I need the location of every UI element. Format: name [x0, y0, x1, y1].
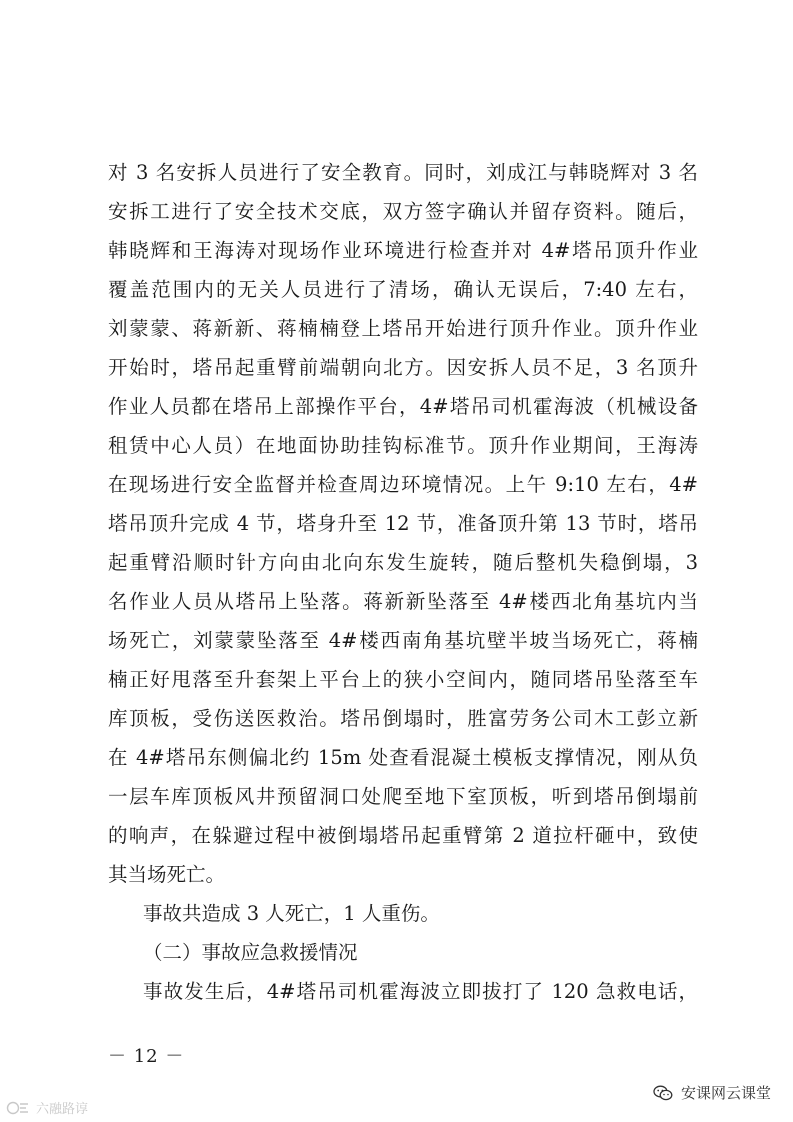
paragraph-line: 一层车库顶板风井预留洞口处爬至地下室顶板，听到塔吊倒塌前 [108, 785, 698, 808]
paragraph-line: 对 3 名安拆人员进行了安全教育。同时，刘成江与韩晓辉对 3 名 [108, 161, 698, 184]
paragraph-line: 场死亡，刘蒙蒙坠落至 4#楼西南角基坑壁半坡当场死亡，蒋楠 [108, 629, 698, 652]
paragraph-line: 租赁中心人员）在地面协助挂钩标准节。顶升作业期间，王海涛 [108, 434, 698, 457]
paragraph-line: 覆盖范围内的无关人员进行了清场，确认无误后，7:40 左右， [108, 278, 698, 301]
watermark-right-text: 安课网云课堂 [680, 1084, 771, 1102]
paragraph-line: 起重臂沿顺时针方向由北向东发生旋转，随后整机失稳倒塌，3 [108, 551, 698, 574]
paragraph-line: 名作业人员从塔吊上坠落。蒋新新坠落至 4#楼西北角基坑内当 [108, 590, 698, 613]
paragraph-line: 安拆工进行了安全技术交底，双方签字确认并留存资料。随后， [108, 200, 698, 223]
watermark-left-text: 六融路谆 [36, 1102, 89, 1117]
paragraph-line: 库顶板，受伤送医救治。塔吊倒塌时，胜富劳务公司木工彭立新 [108, 707, 698, 730]
paragraph-line: 开始时，塔吊起重臂前端朝向北方。因安拆人员不足，3 名顶升 [108, 356, 698, 379]
paragraph-line: 塔吊顶升完成 4 节，塔身升至 12 节，准备顶升第 13 节时，塔吊 [108, 512, 698, 535]
wechat-icon [653, 1085, 673, 1101]
paragraph-line: 事故共造成 3 人死亡，1 人重伤。 [143, 902, 440, 925]
page-number: － 12 － [108, 1046, 185, 1067]
paragraph-line: 楠正好甩落至升套架上平台上的狭小空间内，随同塔吊坠落至车 [108, 668, 698, 691]
watermark-logo-icon [6, 1100, 32, 1116]
paragraph-line: 在现场进行安全监督并检查周边环境情况。上午 9:10 左右，4# [108, 473, 698, 496]
watermark-right [653, 1082, 771, 1103]
paragraph-line: 作业人员都在塔吊上部操作平台，4#塔吊司机霍海波（机械设备 [108, 395, 698, 418]
section-heading: （二）事故应急救援情况 [143, 941, 358, 964]
paragraph-line: 刘蒙蒙、蒋新新、蒋楠楠登上塔吊开始进行顶升作业。顶升作业 [108, 317, 698, 340]
paragraph-line: 的响声，在躲避过程中被倒塌塔吊起重臂第 2 道拉杆砸中，致使 [108, 824, 698, 847]
paragraph-line: 在 4#塔吊东侧偏北约 15m 处查看混凝土模板支撑情况，刚从负 [108, 746, 698, 769]
watermark-left [6, 1098, 88, 1117]
paragraph-line: 事故发生后，4#塔吊司机霍海波立即拔打了 120 急救电话， [143, 980, 698, 1003]
paragraph-line: 韩晓辉和王海涛对现场作业环境进行检查并对 4#塔吊顶升作业 [108, 239, 698, 262]
paragraph-line: 其当场死亡。 [108, 863, 226, 886]
